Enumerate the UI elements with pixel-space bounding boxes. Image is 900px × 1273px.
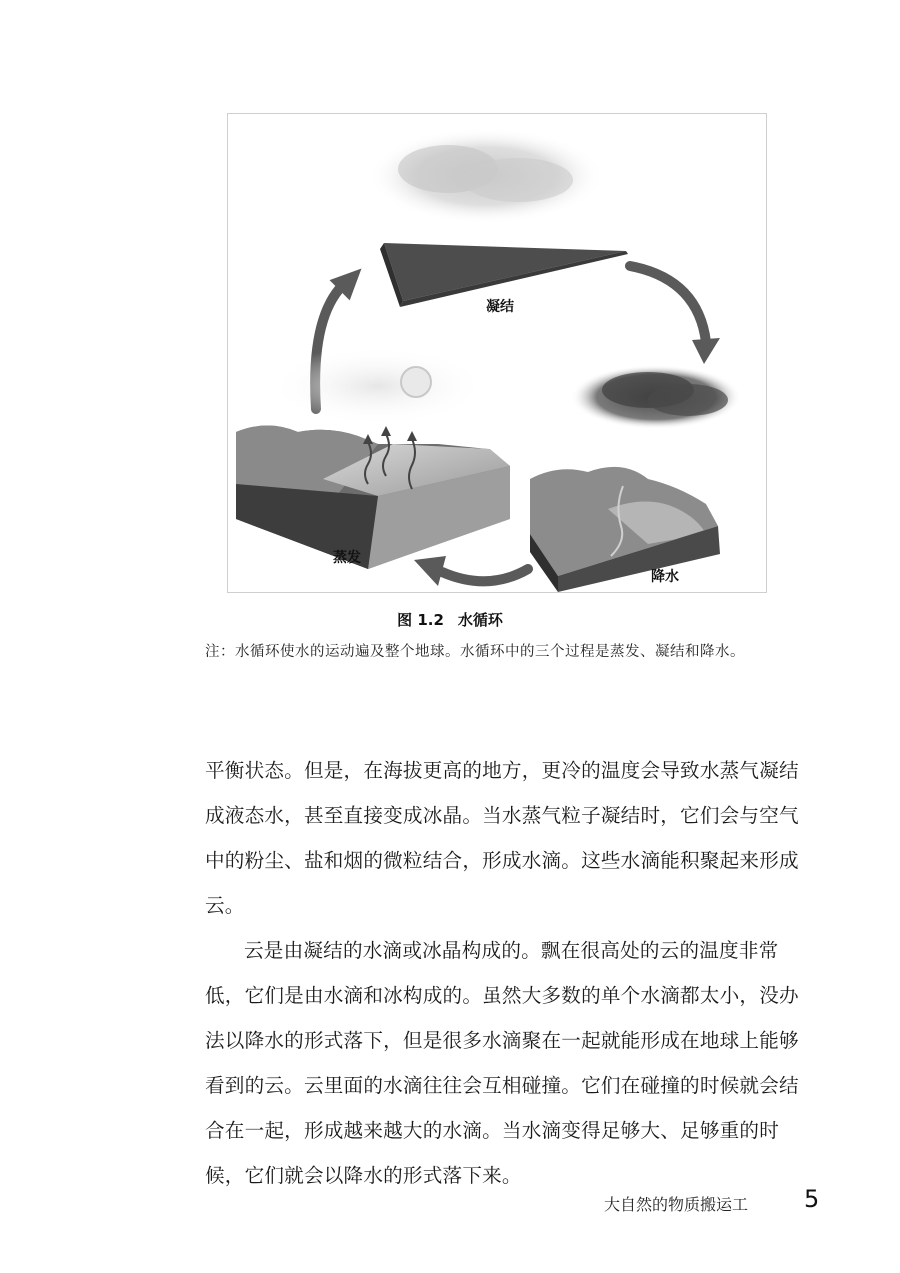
rain-cloud-icon — [571, 365, 741, 429]
condensation-label: 凝结 — [486, 299, 514, 315]
paragraph: 云是由凝结的水滴或冰晶构成的。飘在很高处的云的温度非常低，它们是由水滴和冰构成的。虽然大多数的单个水滴都太小，没办法以降水的形式落下，但是很多水滴聚在一起就能形成在地球上能够看到的云。云里面的水滴往往会互相碰撞。它们在碰撞的时候就会结合在一起，形成越来越大的水滴。当水滴变得足够大、足够重的时候，它们就会以降水的形式落下来。 — [205, 939, 799, 1187]
precipitation-landscape — [530, 467, 720, 592]
precipitation-label: 降水 — [651, 569, 679, 585]
arrow-left-icon — [414, 556, 528, 586]
arrow-down-right-icon — [630, 266, 720, 364]
page-number: 5 — [804, 1185, 820, 1213]
water-cycle-illustration — [228, 114, 766, 592]
figure-title: 水循环 — [457, 611, 503, 629]
figure-caption — [0, 609, 900, 630]
cloud-icon — [368, 128, 604, 224]
body-text — [205, 748, 803, 1198]
figure-number: 图 1.2 — [397, 611, 444, 629]
water-cycle-figure — [227, 113, 767, 593]
figure-note: 注：水循环使水的运动遍及整个地球。水循环中的三个过程是蒸发、凝结和降水。 — [205, 644, 745, 660]
running-footer-title: 大自然的物质搬运工 — [604, 1195, 749, 1214]
sun-icon — [268, 346, 488, 426]
evaporation-landscape — [236, 426, 510, 570]
evaporation-label: 蒸发 — [333, 550, 361, 566]
paragraph: 平衡状态。但是，在海拔更高的地方，更冷的温度会导致水蒸气凝结成液态水，甚至直接变成冰晶。当水蒸气粒子凝结时，它们会与空气中的粉尘、盐和烟的微粒结合，形成水滴。这些水滴能积聚起来形成云。 — [205, 759, 799, 917]
